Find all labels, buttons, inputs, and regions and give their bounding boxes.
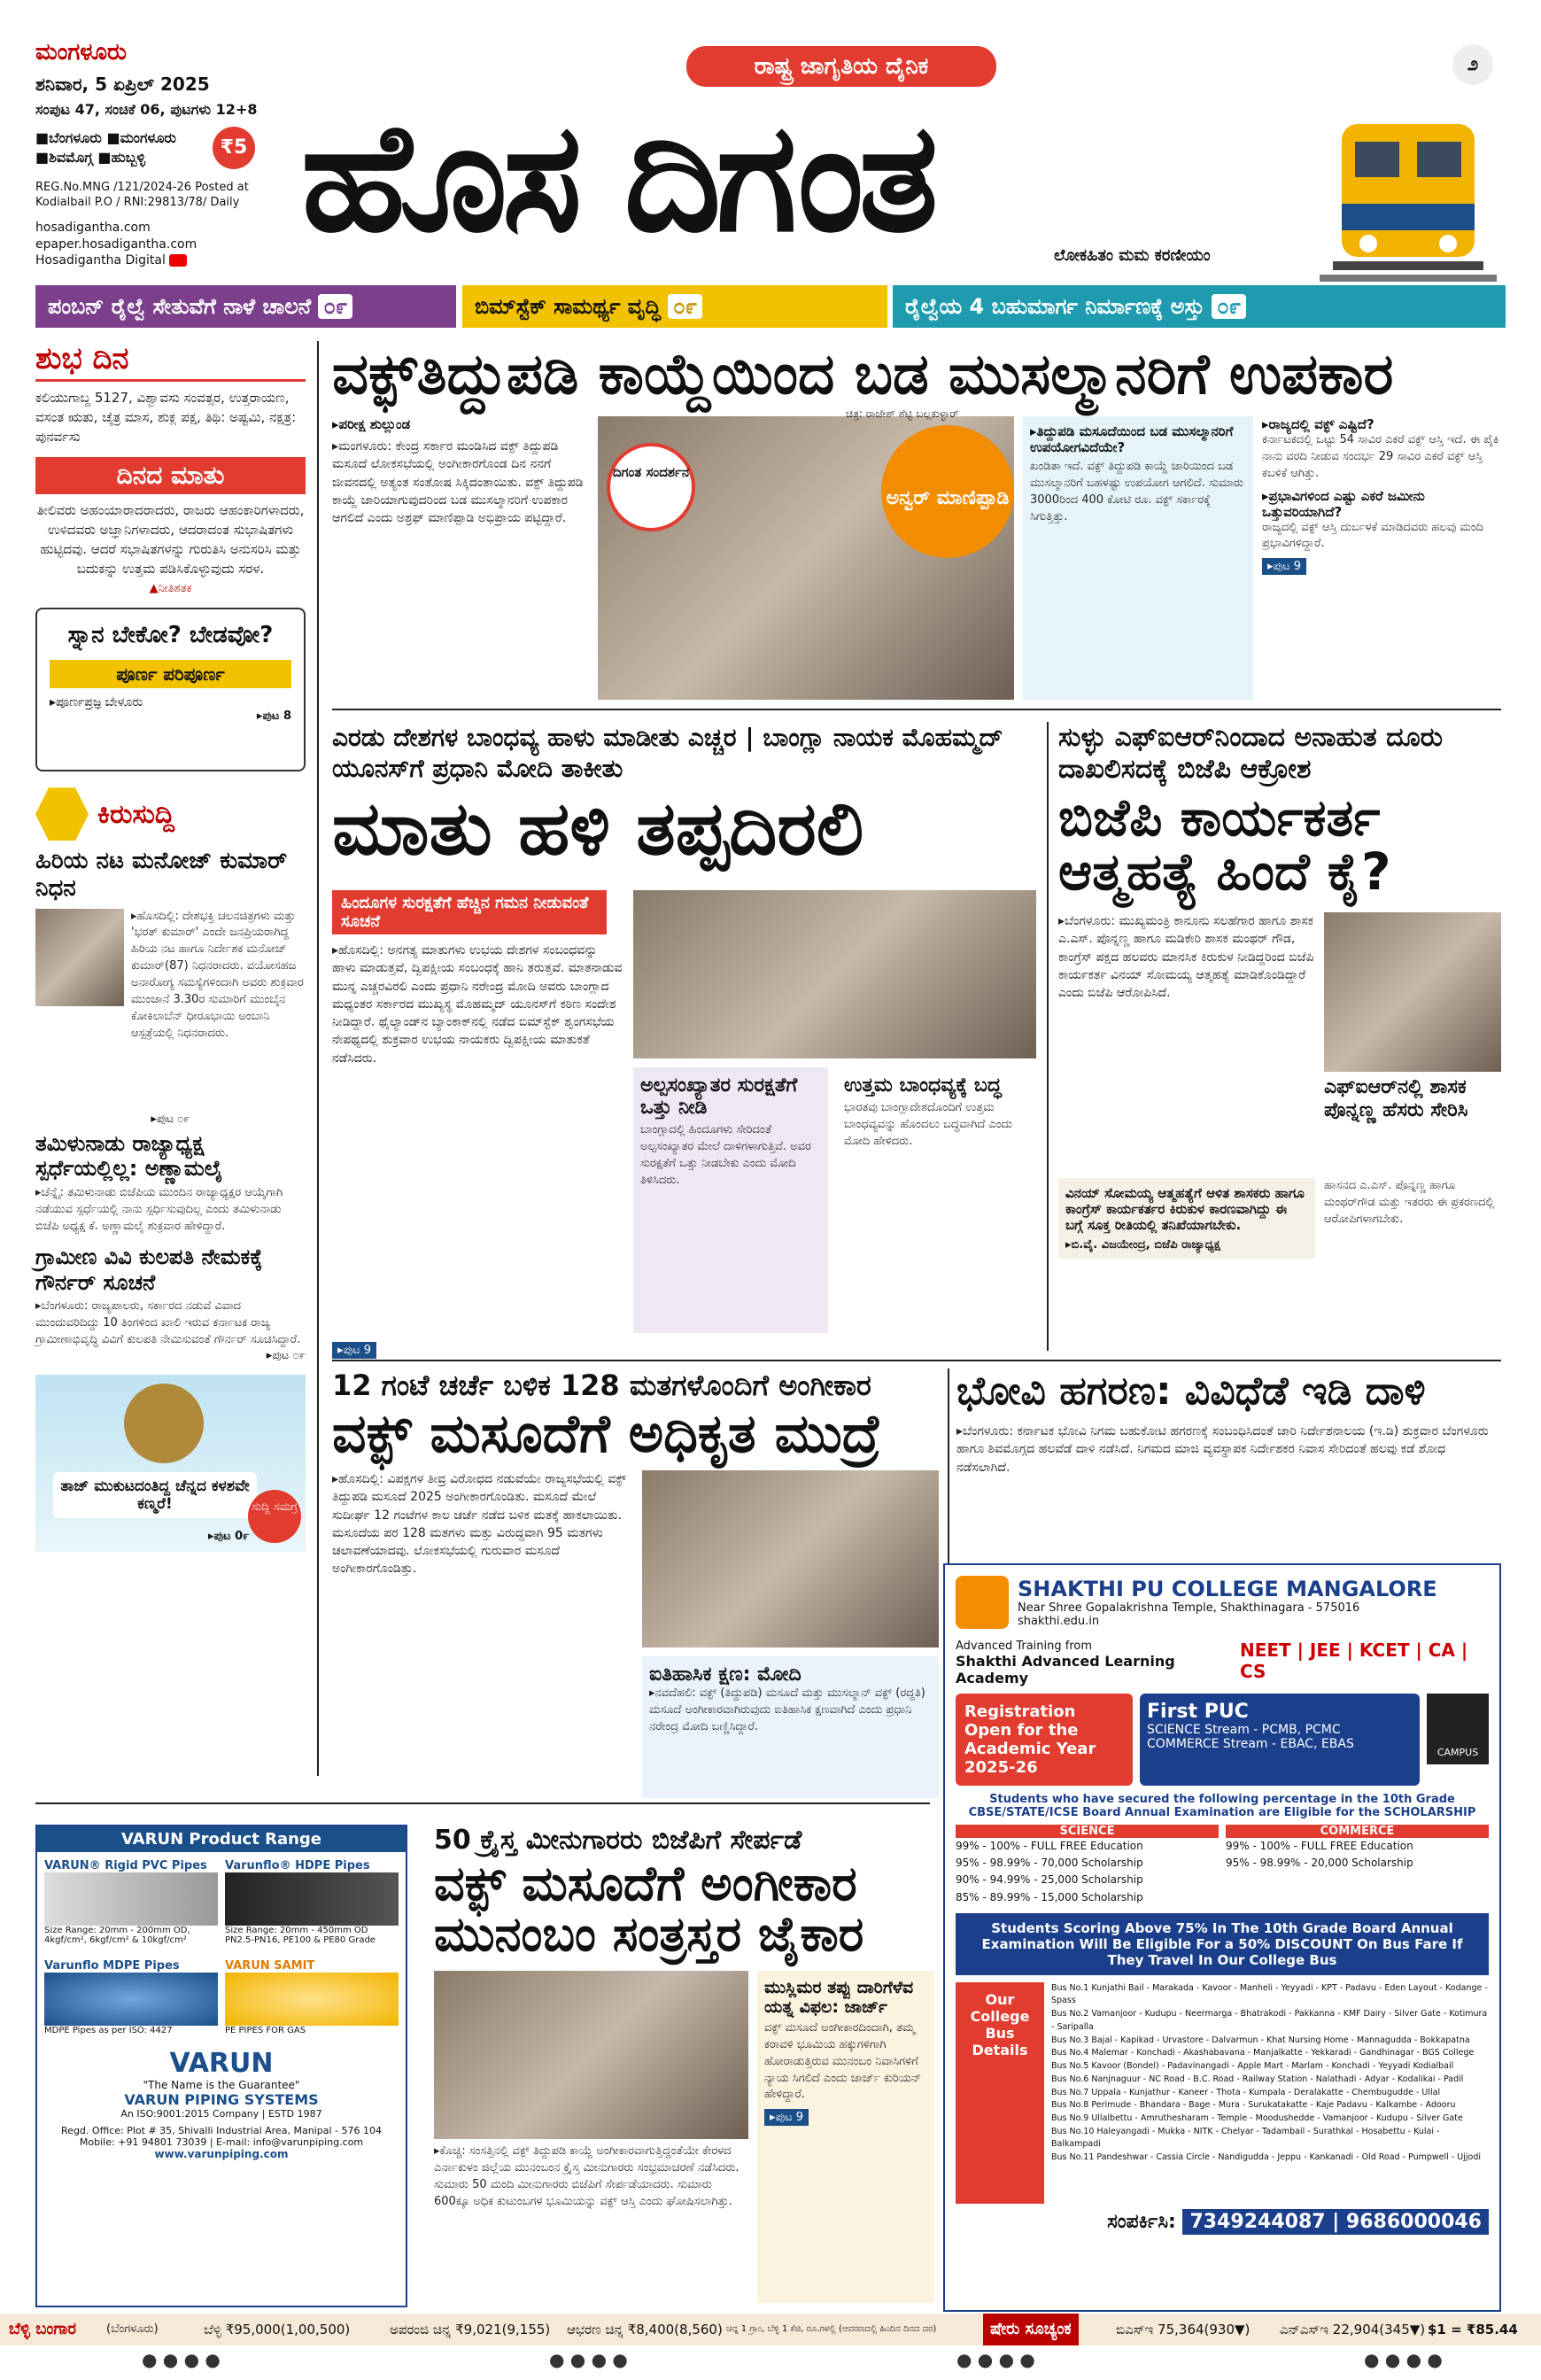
news1-more[interactable]: ▸ಪುಟ ೦೯ bbox=[151, 1112, 190, 1126]
news2-title[interactable]: ತಮಿಳುನಾಡು ರಾಜ್ಯಾಧ್ಯಕ್ಷ ಸ್ಪರ್ಧೆಯಲ್ಲಿಲ್ಲ: ಅಣ್ಣಾಮಲೈ bbox=[35, 1130, 223, 1182]
ad-commerce: COMMERCE Stream - EBAC, EBAS bbox=[1147, 1737, 1354, 1751]
header-meta bbox=[35, 35, 319, 292]
bd-side2-title: ಉತ್ತಮ ಬಾಂಧವ್ಯಕ್ಕೆ ಬದ್ಧ bbox=[844, 1074, 1002, 1097]
modi-yunus-photo bbox=[633, 890, 1036, 1058]
waqf2-body: ▸ಹೊಸದಿಲ್ಲಿ: ವಿಪಕ್ಷಗಳ ತೀವ್ರ ವಿರೋಧದ ನಡುವೆಯೇ ರಾಜ್ಯಸಭೆಯಲ್ಲಿ ವಕ್ಫ್ ತಿದ್ದುಪಡಿ ಮಸೂದೆ 2025 ಅಂಗೀಕಾರಗೊಂಡಿತು. ಮಸೂದೆ ಮೇಲೆ ಸುದೀರ್ಘ 12 ಗಂಟೆಗಳ ಕಾಲ ಚರ್ಚೆ ನಡೆದ ಬಳಿಕ ಮತಕ್ಕೆ ಹಾಕಲಾಯಿತು. ಮಸೂದೆಯ ಪರ 128 ಮತಗಳು ಮತ್ತು ವಿರುದ್ಧವಾಗಿ 95 ಮತಗಳು ಚಲಾವಣೆಯಾದವು. ಲೋಕಸಭೆಯಲ್ಲಿ ಗುರುವಾರ ಮಸೂದೆ ಅಂಗೀಕಾರಗೊಂಡಿತ್ತು. bbox=[332, 1472, 627, 1577]
epaper-link[interactable]: epaper.hosadigantha.com bbox=[35, 236, 197, 252]
lead-more[interactable]: ▸ಪುಟ 9 bbox=[1262, 558, 1306, 575]
masthead-title: ಹೊಸ ದಿಗಂತ bbox=[301, 89, 933, 266]
news3-more[interactable]: ▸ಪುಟ ೦೯ bbox=[266, 1348, 306, 1362]
bjp-caption-body: ಹಾಸನದ ಎ.ಎಸ್. ಪೊನ್ನಣ್ಣ ಹಾಗೂ ಮಂಥರ್‌ಗೌಡ ಮತ್ತು ಇತರರು ಈ ಪ್ರಕರಣದಲ್ಲಿ ಆರೋಪಿಗಳಾಗಬೇಕು. bbox=[1324, 1179, 1495, 1226]
lead-body: ▸ಮಂಗಳೂರು: ಕೇಂದ್ರ ಸರ್ಕಾರ ಮಂಡಿಸಿದ ವಕ್ಫ್ ತಿದ್ದುಪಡಿ ಮಸೂದೆ ಲೋಕಸಭೆಯಲ್ಲಿ ಅಂಗೀಕಾರಗೊಂಡ ದಿನ ನನಗೆ ಜೀವನದಲ್ಲಿ ಅತ್ಯಂತ ಸಂತೋಷ ಸಿಕ್ಕಿದಂತಾಯಿತು. ವಕ್ಫ್ ತಿದ್ದುಪಡಿ ಕಾಯ್ದೆ ಜಾರಿಯಾಗುವುದರಿಂದ ಬಡ ಮುಸಲ್ಮಾನರಿಗೆ ಉಪಕಾರ ಆಗಲಿದೆ ಎಂದು ಅಶ್ರಫ್ ಮಾಣಿಪ್ಪಾಡಿ ಅಭಿಪ್ರಾಯ ಪಟ್ಟಿದ್ದಾರೆ. bbox=[332, 439, 584, 526]
ad-com-label: COMMERCE bbox=[1226, 1825, 1489, 1838]
lead-photo-credit: ಚಿತ್ರ: ರಾಜೇಶ್ ಶೆಟ್ಟಿ ಬಲ್ಲಕುಳ್ಳಾರ್ bbox=[846, 407, 959, 420]
ad-puc: First PUC bbox=[1147, 1701, 1249, 1723]
bjp-headline[interactable]: ಬಿಜೆಪಿ ಕಾರ್ಯಕರ್ತ ಆತ್ಮಹತ್ಯೆ ಹಿಂದೆ ಕೈ? bbox=[1058, 787, 1391, 902]
bjp-quote-by: ▸ಬಿ.ವೈ. ವಿಜಯೇಂದ್ರ, ಬಿಜೆಪಿ ರಾಜ್ಯಾಧ್ಯಕ್ಷ bbox=[1065, 1238, 1220, 1252]
interview-badge: ದಿಗಂತ ಸಂದರ್ಶನ bbox=[607, 443, 695, 531]
ad-bus-row: Bus No.10 Haleyangadi - Mukka - NITK - Chelyar - Tadambail - Surathkal - Hosabettu - Kulai - Balkampadi bbox=[1051, 2126, 1440, 2150]
quiz-more[interactable]: ▸ಪುಟ 8 bbox=[256, 709, 291, 724]
ad-bus-row: Bus No.1 Kunjathi Bail - Marakada - Kavoor - Manheli - Yeyyadi - KPT - Padavu - Eden Layout - Kodange - Spass bbox=[1051, 1982, 1488, 2006]
taj-feature[interactable] bbox=[35, 1375, 306, 1552]
bjp-story bbox=[1058, 722, 1501, 902]
ad-bus-row: Bus No.4 Malemar - Konchadi - Akashabavana - Manjalkatte - Yekkaradi - Gandhinagar - BGS College bbox=[1051, 2048, 1475, 2058]
quiz-author: ▸ಪೂರ್ಣಪ್ರಜ್ಞ ಬೇಳೂರು bbox=[50, 695, 143, 710]
gas-pipe-icon bbox=[225, 1973, 399, 2026]
market-footer bbox=[0, 2314, 1541, 2345]
vinay-photo bbox=[1324, 912, 1501, 1072]
varun-iso: An ISO:9001:2015 Company | ESTD 1987 bbox=[120, 2108, 322, 2120]
lead-q2: ▸ರಾಜ್ಯದಲ್ಲಿ ವಕ್ಫ್ ಎಷ್ಟಿದೆ? bbox=[1262, 416, 1375, 432]
column-divider bbox=[317, 341, 319, 1776]
dinada-matu-text: ತೀಲಿವರು ಅಹಂಯಾರಾದರಾದರು, ರಾಜರು ಆಹಂಕಾರಿಗಳಾದರು, ಉಳಿದವರು ಅಜ್ಞಾನಿಗಳಾದರು, ಆದರಾದಂತ ಸುಭಾಷಿತಗಳು ಹುಟ್ಟಿದವು. ಆದರೆ ಸಭಾಷಿತಗಳನ್ನು ಗುರುತಿಸಿ ಅನುಸರಿಸಿ ಮತ್ತು ಬದುಕನ್ನು ಉತ್ತಮ ಪಡಿಸಿಕೊಳ್ಳುವುದು ಸರಳ. bbox=[36, 502, 305, 577]
ad-science: SCIENCE Stream - PCMB, PCMC bbox=[1147, 1723, 1341, 1737]
ad-sci-row: 85% - 89.99% - 15,000 Scholarship bbox=[956, 1890, 1143, 1903]
strip-pamban[interactable] bbox=[35, 285, 456, 328]
gold-label: ಬೆಳ್ಳಿ ಬಂಗಾರ bbox=[9, 2320, 76, 2338]
ad-sci-row: 99% - 100% - FULL FREE Education bbox=[956, 1840, 1143, 1852]
bjp-photo-caption: ಎಫ್‌ಐಆರ್‌ನಲ್ಲಿ ಶಾಸಕ ಪೊನ್ನಣ್ಣ ಹೆಸರು ಸೇರಿಸಿ bbox=[1324, 1076, 1468, 1122]
bhovi-body: ▸ಬೆಂಗಳೂರು: ಕರ್ನಾಟಕ ಭೋವಿ ನಿಗಮ ಬಹುಕೋಟಿ ಹಗರಣಕ್ಕೆ ಸಂಬಂಧಿಸಿದಂತೆ ಜಾರಿ ನಿರ್ದೇಶನಾಲಯ (ಇ.ಡಿ) ಶುಕ್ರವಾರ ಬೆಂಗಳೂರು ಹಾಗೂ ಶಿವಮೊಗ್ಗದ ಹಲವೆಡೆ ದಾಳಿ ನಡೆಸಿದೆ. ನಿಗಮದ ಮಾಜಿ ವ್ಯವಸ್ಥಾಪಕ ನಿರ್ದೇಶಕರ ನಿವಾಸ ಸೇರಿದಂತೆ ಹಲವು ಕಡೆ ಶೋಧ ನಡೆಸಲಾಗಿದೆ. bbox=[956, 1424, 1489, 1475]
varun-p2: Varunflo® HDPE Pipes bbox=[225, 1859, 370, 1872]
sensex: ಬಿಎಸ್‌ಇ 75,364(930▼) bbox=[1116, 2322, 1251, 2337]
mdpe-pipe-icon bbox=[44, 1973, 218, 2026]
masthead-tagline: ಲೋಕಹಿತಂ ಮಮ ಕರಣೀಯಂ bbox=[1054, 246, 1211, 265]
hand-icon bbox=[35, 787, 89, 841]
youtube-link[interactable] bbox=[35, 252, 319, 269]
taj-title: ತಾಜ್ ಮುಕುಟದಂತಿದ್ದ ಚೆನ್ನದ ಕಳಶವೇ ಕಣ್ಮರೆ! bbox=[53, 1472, 257, 1518]
news1-body: ▸ಹೊಸದಿಲ್ಲಿ: ದೇಶಭಕ್ತಿ ಚಲನಚಿತ್ರಗಳು ಮತ್ತು 'ಭರತ್ ಕುಮಾರ್' ಎಂದೇ ಜನಪ್ರಿಯರಾಗಿದ್ದ ಹಿರಿಯ ನಟ ಹಾಗೂ ನಿರ್ದೇಶಕ ಮನೋಜ್ ಕುಮಾರ್(87) ನಿಧನರಾದರು. ವಯೋಸಹಜ ಅನಾರೋಗ್ಯ ಸಮಸ್ಯೆಗಳಿಂದಾಗಿ ಅವರು ಶುಕ್ರವಾರ ಮುಂಜಾನೆ 3.30ರ ಸುಮಾರಿಗೆ ಮುಂಬೈನ ಕೋಕಿಲಾಬೆನ್ ಧೀರೂಭಾಯಿ ಅಂಬಾನಿ ಆಸ್ಪತ್ರೆಯಲ್ಲಿ ನಿಧನರಾದರು. bbox=[131, 909, 304, 1040]
varun-company: VARUN PIPING SYSTEMS bbox=[124, 2091, 319, 2108]
varun-brand-tag: "The Name is the Guarantee" bbox=[143, 2079, 300, 2091]
fish-more[interactable]: ▸ಪುಟ 9 bbox=[764, 2109, 809, 2126]
shubha-dina-text: ಕಲಿಯುಗಾಬ್ದ 5127, ವಿಶ್ವಾವಸು ಸಂವತ್ಸರ, ಉತ್ತರಾಯಣ, ವಸಂತ ಋತು, ಚೈತ್ರ ಮಾಸ, ಶುಕ್ಲ ಪಕ್ಷ, ತಿಥಿ: ಅಷ್ಟಮಿ, ನಕ್ಷತ್ರ: ಪುನರ್ವಸು bbox=[35, 390, 297, 445]
column-divider bbox=[1047, 722, 1049, 1351]
munambam-photo bbox=[434, 1971, 748, 2139]
fish-body: ▸ಕೊಚ್ಚಿ: ಸಂಸತ್ತಿನಲ್ಲಿ ವಕ್ಫ್ ತಿದ್ದುಪಡಿ ಕಾಯ್ದೆ ಅಂಗೀಕಾರವಾಗುತ್ತಿದ್ದಂತೆಯೇ ಕೇರಳದ ಎರ್ನಾಕುಳಂ ಜಿಲ್ಲೆಯ ಮುನಂಬಂನ ಕ್ರೈಸ್ತ ಮೀನುಗಾರರು ಸಂಭ್ರಮಾಚರಣೆ ನಡೆಸಿದರು. ಸುಮಾರು 50 ಮಂದಿ ಮೀನುಗಾರರು ಬಿಜೆಪಿಗೆ ಸೇರ್ಪಡೆಯಾದರು. ಸುಮಾರು 600ಕ್ಕೂ ಅಧಿಕ ಕುಟುಂಬಗಳ ಭೂಮಿಯನ್ನು ವಕ್ಫ್ ಆಸ್ತಿ ಎಂದು ಘೋಷಿಸಲಾಗಿತ್ತು. bbox=[434, 2144, 740, 2208]
fish-kicker: 50 ಕ್ರೈಸ್ತ ಮೀನುಗಾರರು ಬಿಜೆಪಿಗೆ ಸೇರ್ಪಡೆ bbox=[434, 1825, 802, 1856]
manoj-kumar-photo bbox=[35, 909, 124, 1006]
varun-s4: PE PIPES FOR GAS bbox=[225, 2026, 306, 2035]
lead-a3: ರಾಜ್ಯದಲ್ಲಿ ವಕ್ಫ್ ಆಸ್ತಿ ದುರ್ಬಳಕೆ ಮಾಡಿದವರು ಹಲವು ಮಂದಿ ಪ್ರಭಾವಿಗಳಿದ್ದಾರೆ. bbox=[1262, 520, 1483, 551]
bjp-quote-box bbox=[1058, 1178, 1315, 1259]
strip-page: ೦೯ bbox=[1212, 294, 1246, 319]
taj-more[interactable]: ▸ಪುಟ 0೯ bbox=[208, 1529, 250, 1543]
waqf2-headline[interactable]: ವಕ್ಫ್ ಮಸೂದೆಗೆ ಅಧಿಕೃತ ಮುದ್ರೆ bbox=[332, 1403, 881, 1465]
nifty: ಎನ್‌ಎಸ್‌ಇ 22,904(345▼) bbox=[1280, 2322, 1426, 2337]
youtube-icon bbox=[169, 254, 187, 267]
page-number: ೨ bbox=[1452, 44, 1493, 85]
bd-body-col bbox=[332, 890, 624, 1357]
bd-side2-body: ಭಾರತವು ಬಾಂಗ್ಲಾದೇಶದೊಂದಿಗೆ ಉತ್ತಮ ಬಾಂಧವ್ಯವನ್ನು ಹೊಂದಲು ಬದ್ಧವಾಗಿದೆ ಎಂದು ಮೋದಿ ಹೇಳಿದರು. bbox=[844, 1101, 1013, 1148]
bd-kicker: ಎರಡು ದೇಶಗಳ ಬಾಂಧವ್ಯ ಹಾಳು ಮಾಡೀತು ಎಚ್ಚರ | ಬಾಂಗ್ಲಾ ನಾಯಕ ಮೊಹಮ್ಮದ್ ಯೂನಸ್‌ಗೆ ಪ್ರಧಾನಿ ಮೋದಿ ತಾಕೀತು bbox=[332, 723, 1003, 783]
ad-bus-row: Bus No.6 Nanjnaguur - NC Road - B.C. Road - Railway Station - Nalathadi - Adyar - Kodalikai - Padil bbox=[1051, 2074, 1464, 2084]
shakthi-college-ad[interactable] bbox=[943, 1563, 1501, 2312]
waqf2-side bbox=[642, 1656, 939, 1798]
lead-qa-box-2 bbox=[1262, 416, 1501, 700]
bhovi-headline[interactable]: ಭೋವಿ ಹಗರಣ: ವಿವಿಧೆಡೆ ಇಡಿ ದಾಳಿ bbox=[956, 1368, 1426, 1414]
gold24-rate: ಅಪರಂಜಿ ಚಿನ್ನ ₹9,021(9,155) bbox=[390, 2322, 551, 2337]
rate-note: ಚಿನ್ನ 1 ಗ್ರಾಂ, ಬೆಳ್ಳಿ 1 ಕೆಜಿ, ರೂ.ಗಳಲ್ಲಿ (ಆವರಣದಲ್ಲಿ ಹಿಂದಿನ ದಿನದ ದರ) bbox=[726, 2324, 937, 2334]
gold-sub: (ಬೆಂಗಳೂರು) bbox=[106, 2322, 159, 2336]
ad-contact[interactable]: 7349244087 | 9686000046 bbox=[1182, 2209, 1489, 2235]
ad-exams: NEET | JEE | KCET | CA | CS bbox=[1239, 1640, 1468, 1682]
bjp-body: ▸ಬೆಂಗಳೂರು: ಮುಖ್ಯಮಂತ್ರಿ ಕಾನೂನು ಸಲಹೆಗಾರ ಹಾಗೂ ಶಾಸಕ ಎ.ಎಸ್. ಪೊನ್ನಣ್ಣ ಹಾಗೂ ಮಡಿಕೇರಿ ಶಾಸಕ ಮಂಥರ್ ಗೌಡ, ಕಾಂಗ್ರೆಸ್ ಪಕ್ಷದ ಹಲವರು ಮಾನಸಿಕ ಕಿರುಕುಳ ನೀಡಿದ್ದರಿಂದ ಬಿಜೆಪಿ ಕಾರ್ಯಕರ್ತ ವಿನಯ್ ಸೋಮಯ್ಯ ಆತ್ಮಹತ್ಯೆ ಮಾಡಿಕೊಂಡಿದ್ದಾರೆ ಎಂದು ಬಿಜೆಪಿ ಆರೋಪಿಸಿದೆ. bbox=[1058, 914, 1314, 1001]
varun-s2: Size Range: 20mm - 450mm OD PN2.5-PN16, PE100 & PE80 Grade bbox=[225, 1926, 376, 1945]
parliament-photo bbox=[642, 1470, 939, 1647]
shakthi-logo-icon bbox=[956, 1576, 1009, 1629]
ad-registration: Registration Open for the Academic Year 2025-26 bbox=[956, 1694, 1133, 1786]
bhovi-story bbox=[956, 1368, 1501, 1538]
lead-q1: ▸ತಿದ್ದುಪಡಿ ಮಸೂದೆಯಿಂದ ಬಡ ಮುಸಲ್ಮಾನರಿಗೆ ಉಪಯೋಗವಿದೆಯೇ? bbox=[1030, 423, 1234, 455]
fish-side-title: ಮುಸ್ಲಿಮರ ತಪ್ಪು ದಾರಿಗೆಳೆವ ಯತ್ನ ವಿಫಲ: ಜಾರ್ಜ್ bbox=[764, 1978, 914, 2017]
quiz-title: ಸ್ನಾನ ಬೇಕೋ? ಬೇಡವೋ? bbox=[67, 622, 274, 649]
ad-bus-label: Our College Bus Details bbox=[956, 1982, 1044, 2204]
ad-college-address: Near Shree Gopalakrishna Temple, Shakthinagara - 575016 bbox=[1018, 1601, 1360, 1615]
lead-a1: ಖಂಡಿತಾ ಇದೆ. ವಕ್ಫ್ ತಿದ್ದುಪಡಿ ಕಾಯ್ದೆ ಜಾರಿಯಿಂದ ಬಡ ಮುಸಲ್ಮಾನರಿಗೆ ಬಹಳಷ್ಟು ಉಪಯೋಗ ಆಗಲಿದೆ. ಸುಮಾರು 3000ರಿಂದ 400 ಕೋಟಿ ರೂ. ವಕ್ಫ್ ಸರ್ಕಾರಕ್ಕೆ ಸಿಗುತ್ತಿತ್ತು. bbox=[1030, 460, 1243, 523]
fish-headline[interactable]: ವಕ್ಫ್ ಮಸೂದೆಗೆ ಅಂಗೀಕಾರ ಮುನಂಬಂ ಸಂತ್ರಸ್ತರ ಜೈಕಾರ bbox=[434, 1856, 864, 1962]
varun-s1: Size Range: 20mm - 200mm OD, 4kgf/cm², 6kgf/cm² & 10kgf/cm² bbox=[44, 1926, 190, 1945]
registration-marks: ● ● ● ● bbox=[1364, 2349, 1443, 2370]
waqf2-kicker: 12 ಗಂಟೆ ಚರ್ಚೆ ಬಳಿಕ 128 ಮತಗಳೊಂದಿಗೆ ಅಂಗೀಕಾರ bbox=[332, 1368, 871, 1402]
lead-a2: ಕರ್ನಾಟಕದಲ್ಲಿ ಒಟ್ಟು 54 ಸಾವಿರ ಎಕರೆ ವಕ್ಫ್ ಆಸ್ತಿ ಇದೆ. ಈ ಪೈಕಿ ನಾನು ವರದಿ ನೀಡುವ ಸಂದರ್ಭ 29 ಸಾವಿರ ಎಕರೆ ವಕ್ಫ್ ಆಸ್ತಿ ಕಬಳಿಕೆ ಆಗಿತ್ತು. bbox=[1262, 433, 1499, 480]
news3-title[interactable]: ಗ್ರಾಮೀಣ ವಿವಿ ಕುಲಪತಿ ನೇಮಕಕ್ಕೆ ಗೌರ್ನರ್ ಸೂಚನೆ bbox=[35, 1244, 263, 1295]
ad-bus-row: Bus No.5 Kavoor (Bondel) - Padavinangadi - Apple Mart - Marlam - Konchadi - Yeyyadi Kodialbail bbox=[1051, 2061, 1454, 2072]
varun-address: Regd. Office: Plot # 35, Shivalli Industrial Area, Manipal - 576 104 bbox=[61, 2125, 382, 2136]
ad-training: Advanced Training from bbox=[956, 1640, 1093, 1653]
strip-railway[interactable] bbox=[893, 285, 1506, 328]
registration-marks: ● ● ● ● bbox=[956, 2349, 1035, 2370]
waqf2-side-body: ▸ನವದೆಹಲಿ: ವಕ್ಫ್ (ತಿದ್ದುಪಡಿ) ಮಸೂದೆ ಮತ್ತು ಮುಸಲ್ಮಾನ್ ವಕ್ಫ್ (ರದ್ದತಿ) ಮಸೂದೆ ಅಂಗೀಕಾರವಾಗಿರುವುದು ಐತಿಹಾಸಿಕ ಕ್ಷಣವಾಗಿದೆ ಎಂದು ಪ್ರಧಾನಿ ನರೇಂದ್ರ ಮೋದಿ ಬಣ್ಣಿಸಿದ್ದಾರೆ. bbox=[649, 1686, 925, 1733]
ad-sci-row: 90% - 94.99% - 25,000 Scholarship bbox=[956, 1873, 1143, 1887]
website-link[interactable]: hosadigantha.com bbox=[35, 220, 151, 235]
strip-page: ೦೯ bbox=[668, 294, 702, 319]
lead-story bbox=[332, 342, 1501, 407]
issue-date: ಶನಿವಾರ, 5 ಏಪ್ರಿಲ್ 2025 bbox=[35, 74, 210, 95]
train-icon bbox=[1320, 106, 1497, 292]
ad-discount: Students Scoring Above 75% In The 10th Grade Board Annual Examination Will Be Eligible For a 50% DISCOUNT On Bus Fare If They Travel In Our College Bus bbox=[956, 1913, 1489, 1975]
column-quiz-box[interactable] bbox=[35, 608, 306, 771]
registration-info: REG.No.MNG /121/2024-26 Posted at Kodialbail P.O / RNI:29813/78/ Daily bbox=[35, 180, 249, 210]
left-column bbox=[35, 341, 306, 1776]
varun-s3: MDPE Pipes as per ISO: 4427 bbox=[44, 2026, 173, 2035]
top-banner: ರಾಷ್ಟ್ರ ಜಾಗೃತಿಯ ದೈನಿಕ bbox=[686, 46, 996, 87]
ad-scholar-head: Students who have secured the following percentage in the 10th Grade CBSE/STATE/ICSE Board Annual Examination are Eligible for the SCHOLARSHIP bbox=[968, 1793, 1476, 1819]
dinada-matu-title: ದಿನದ ಮಾತು bbox=[35, 457, 306, 494]
registration-marks: ● ● ● ● bbox=[142, 2349, 221, 2370]
bd-more[interactable]: ▸ಪುಟ 9 bbox=[332, 1342, 376, 1359]
ad-bus-row: Bus No.7 Uppala - Kunjathur - Kaneer - Thota - Kumpala - Deralakatte - Chembugudde - Ullal bbox=[1051, 2087, 1441, 2097]
quiz-subtitle: ಪೂರ್ಣ ಪರಿಪೂರ್ಣ bbox=[50, 660, 291, 688]
bjp-quote: ವಿನಯ್ ಸೋಮಯ್ಯ ಆತ್ಮಹತ್ಯೆಗೆ ಆಳಿತ ಶಾಸಕರು ಹಾಗೂ ಕಾಂಗ್ರೆಸ್ ಕಾರ್ಯಕರ್ತರ ಕಿರುಕುಳ ಕಾರಣವಾಗಿದ್ದು ಈ ಬಗ್ಗೆ ಸೂಕ್ತ ರೀತಿಯಲ್ಲಿ ತನಿಖೆಯಾಗಬೇಕು. bbox=[1065, 1185, 1305, 1233]
news3-body: ▸ಬೆಂಗಳೂರು: ರಾಜ್ಯಪಾಲರು, ಸರ್ಕಾರದ ನಡುವೆ ವಿವಾದ ಮುಂದುವರಿದಿದ್ದು 10 ತಿಂಗಳಿಂದ ಖಾಲಿ ಇರುವ ಕರ್ನಾಟಕ ರಾಜ್ಯ ಗ್ರಾಮೀಣಾಭಿವೃದ್ಧಿ ವಿವಿಗೆ ಕುಲಪತಿ ನೇಮಿಸುವಂತೆ ಗೌರ್ನರ್ ಸೂಚಿಸಿದ್ದಾರೆ. bbox=[35, 1299, 301, 1347]
strip-text: ಬಿಮ್‌ಸ್ಟೆಕ್ ಸಾಮರ್ಥ್ಯ ವೃದ್ಧಿ bbox=[475, 294, 661, 319]
lead-headline[interactable]: ವಕ್ಫ್‌ತಿದ್ದುಪಡಿ ಕಾಯ್ದೆಯಿಂದ ಬಡ ಮುಸಲ್ಮಾನರಿಗೆ ಉಪಕಾರ bbox=[332, 342, 1394, 407]
ad-com-row: 95% - 98.99% - 20,000 Scholarship bbox=[1226, 1857, 1413, 1870]
hdpe-pipe-icon bbox=[225, 1872, 399, 1926]
usd-rate: $1 = ₹85.44 bbox=[1428, 2322, 1518, 2337]
dinada-matu-source: ▲ನೀತಿಶತಕ bbox=[149, 582, 192, 596]
edition-name: ಮಂಗಳೂರು bbox=[35, 35, 319, 70]
bd-headline[interactable]: ಮಾತು ಹಳಿ ತಪ್ಪದಿರಲಿ bbox=[332, 785, 864, 872]
strip-text: ಪಂಬನ್ ರೈಲ್ವೆ ಸೇತುವೆಗೆ ನಾಳೆ ಚಾಲನೆ bbox=[48, 294, 312, 319]
fishermen-story bbox=[434, 1825, 934, 1962]
section-divider bbox=[35, 1802, 930, 1804]
pvc-pipe-icon bbox=[44, 1872, 218, 1926]
lead-byline: ▸ಪರೀಕ್ಷ ಶುಲ್ಲುಂಡ bbox=[332, 416, 411, 432]
varun-p3: Varunflo MDPE Pipes bbox=[44, 1959, 180, 1973]
bd-tag: ಹಿಂದೂಗಳ ಸುರಕ್ಷತೆಗೆ ಹೆಚ್ಚಿನ ಗಮನ ನೀಡುವಂತೆ ಸೂಚನೆ bbox=[332, 890, 607, 934]
suddi-samagra-badge: ಸುದ್ದಿ ಸಮಗ್ರ bbox=[248, 1490, 301, 1543]
interviewee-name: ಅನ್ವರ್ ಮಾಣಿಪ್ಪಾಡಿ bbox=[881, 425, 1014, 558]
kiru-suddi-title: ಕಿರುಸುದ್ದಿ bbox=[97, 798, 175, 830]
news2-body: ▸ಚೆನ್ನೈ: ತಮಿಳುನಾಡು ಬಿಜೆಪಿಯ ಮುಂದಿನ ರಾಜ್ಯಾಧ್ಯಕ್ಷರ ಆಯ್ಕೆಗಾಗಿ ನಡೆಯುವ ಸ್ಪರ್ಧೆಯಲ್ಲಿ ನಾನು ಸ್ಪರ್ಧಿಸುವುದಿಲ್ಲ ಎಂದು ತಮಿಳುನಾಡು ಬಿಜೆಪಿ ಅಧ್ಯಕ್ಷ ಕೆ. ಅಣ್ಣಾಮಲೈ ಶುಕ್ರವಾರ ಹೇಳಿದ್ದಾರೆ. bbox=[35, 1186, 283, 1233]
section-divider bbox=[332, 1360, 1501, 1361]
section-divider bbox=[332, 709, 1501, 710]
ad-com-row: 99% - 100% - FULL FREE Education bbox=[1226, 1840, 1413, 1852]
lead-body-area bbox=[332, 407, 1501, 700]
waqf-story-2 bbox=[332, 1368, 939, 1465]
bd-side-2 bbox=[837, 1067, 1036, 1333]
fish-side-body: ವಕ್ಫ್ ಮಸೂದೆ ಅಂಗೀಕಾರದಿಂದಾಗಿ, ತಮ್ಮ ಕರಾವಳಿ ಭೂಮಿಯ ಹಕ್ಕುಗಳಿಗಾಗಿ ಹೋರಾಡುತ್ತಿರುವ ಮುನಂಬಂ ನಿವಾಸಿಗಳಿಗೆ ನ್ಯಾಯ ಸಿಗಲಿದೆ ಎಂದು ಜಾರ್ಜ್ ಕುರಿಯನ್ ಹೇಳಿದ್ದಾರೆ. bbox=[764, 2021, 922, 2102]
ad-sci-row: 95% - 98.99% - 70,000 Scholarship bbox=[956, 1857, 1143, 1870]
varun-web[interactable]: www.varunpiping.com bbox=[154, 2148, 289, 2160]
waqf2-side-title: ಐತಿಹಾಸಿಕ ಕ್ಷಣ: ಮೋದಿ bbox=[649, 1663, 801, 1686]
ad-sci-label: SCIENCE bbox=[956, 1825, 1219, 1838]
strip-page: ೦೯ bbox=[318, 294, 352, 319]
qr-code-icon: CAMPUS bbox=[1427, 1694, 1489, 1764]
ad-college-site[interactable]: shakthi.edu.in bbox=[1018, 1615, 1100, 1628]
shubha-dina-title: ಶುಭ ದಿನ bbox=[35, 341, 306, 382]
bd-side-1 bbox=[633, 1067, 828, 1333]
bjp-kicker: ಸುಳ್ಳು ಎಫ್‌ಐಆರ್‌ನಿಂದಾದ ಅನಾಹುತ ದೂರು ದಾಖಲಿಸದಕ್ಕೆ ಬಿಜೆಪಿ ಆಕ್ರೋಶ bbox=[1058, 722, 1444, 785]
silver-rate: ಬೆಳ್ಳಿ ₹95,000(1,00,500) bbox=[204, 2322, 351, 2337]
volume-info: ಸಂಪುಟ 47, ಸಂಚಿಕೆ 06, ಪುಟಗಳು 12+8 bbox=[35, 101, 258, 118]
ad-bus-row: Bus No.2 Vamanjoor - Kudupu - Neermarga - Bhatrakodi - Pakkanna - KMF Dairy - Silver Gate - Kotimura - Saripalla bbox=[1051, 2009, 1488, 2032]
ad-bus-row: Bus No.3 Bajal - Kapikad - Urvastore - Dalvarmun - Khat Nursing Home - Mannagudda - Bokkapatna bbox=[1051, 2035, 1470, 2045]
bangladesh-story bbox=[332, 722, 1036, 872]
strip-bimstec[interactable] bbox=[462, 285, 887, 328]
gold22-rate: ಆಭರಣ ಚಿನ್ನ ₹8,400(8,560) bbox=[567, 2322, 723, 2337]
varun-p4: VARUN SAMIT bbox=[225, 1959, 315, 1973]
lead-qa-box-1 bbox=[1023, 416, 1253, 700]
strip-text: ರೈಲ್ವೆಯ 4 ಬಹುಮಾರ್ಗ ನಿರ್ಮಾಣಕ್ಕೆ ಅಸ್ತು bbox=[905, 294, 1204, 319]
ad-bus-row: Bus No.11 Pandeshwar - Cassia Circle - Nandigudda - Jeppu - Kankanadi - Old Road - Pumpwell - Ujjodi bbox=[1051, 2152, 1481, 2163]
price-badge: ₹5 bbox=[213, 127, 255, 169]
youtube-label: Hosadigantha Digital bbox=[35, 253, 166, 268]
news1-title[interactable]: ಹಿರಿಯ ನಟ ಮನೋಜ್ ಕುಮಾರ್ ನಿಧನ bbox=[35, 848, 288, 903]
kiru-suddi-header bbox=[35, 787, 306, 841]
fish-side bbox=[757, 1971, 934, 2303]
ad-bus-row: Bus No.9 Ullalbettu - Amruthesharam - Temple - Moodushedde - Vamanjoor - Kudupu - Silver Gate bbox=[1051, 2113, 1463, 2123]
lead-q3: ▸ಪ್ರಭಾವಿಗಳಿಂದ ಎಷ್ಟು ಎಕರೆ ಜಮೀನು ಒತ್ತುವರಿಯಾಗಿದೆ? bbox=[1262, 487, 1425, 520]
ad-contact-label: ಸಂಪರ್ಕಿಸಿ: bbox=[1107, 2210, 1176, 2233]
editions-list: ■ಬೆಂಗಳೂರು ■ಮಂಗಳೂರು ■ಶಿವಮೊಗ್ಗ ■ಹುಬ್ಬಳ್ಳಿ bbox=[35, 129, 176, 166]
varun-title: VARUN Product Range bbox=[37, 1826, 406, 1852]
ad-academy: Shakthi Advanced Learning Academy bbox=[956, 1653, 1175, 1686]
ad-college-title: SHAKTHI PU COLLEGE MANGALORE bbox=[1018, 1577, 1437, 1601]
varun-ad[interactable] bbox=[35, 1825, 407, 2307]
kalasha-photo bbox=[124, 1384, 204, 1463]
ad-bus-row: Bus No.8 Perimude - Bhandara - Bage - Mura - Surukatakatte - Kaje Padavu - Kalkambe - Adooru bbox=[1051, 2100, 1456, 2111]
bd-side1-title: ಅಲ್ಪಸಂಖ್ಯಾತರ ಸುರಕ್ಷತೆಗೆ ಒತ್ತು ನೀಡಿ bbox=[640, 1074, 798, 1119]
bd-side1-body: ಬಾಂಗ್ಲಾದಲ್ಲಿ ಹಿಂದೂಗಳು ಸೇರಿದಂತೆ ಅಲ್ಪಸಂಖ್ಯಾತರ ಮೇಲೆ ದಾಳಿಗಳಾಗುತ್ತಿವೆ. ಅವರ ಸುರಕ್ಷತೆಗೆ ಒತ್ತು ನೀಡಬೇಕು ಎಂದು ಮೋದಿ ತಿಳಿಸಿದರು. bbox=[640, 1123, 811, 1187]
registration-marks: ● ● ● ● bbox=[549, 2349, 628, 2370]
varun-phone: Mobile: +91 94801 73039 | E-mail: info@varunpiping.com bbox=[79, 2136, 364, 2148]
varun-p1: VARUN® Rigid PVC Pipes bbox=[44, 1859, 207, 1872]
market-label: ಷೇರು ಸೂಚ್ಯಂಕ bbox=[983, 2314, 1079, 2345]
bd-body: ▸ಹೊಸದಿಲ್ಲಿ: ಅನಗತ್ಯ ಮಾತುಗಳು ಉಭಯ ದೇಶಗಳ ಸಂಬಂಧವನ್ನು ಹಾಳು ಮಾಡುತ್ತವೆ, ದ್ವಿಪಕ್ಷೀಯ ಸಂಬಂಧಕ್ಕೆ ಹಾನಿ ತರುತ್ತವೆ. ಮಾತನಾಡುವ ಮುನ್ನ ಎಚ್ಚರವಿರಲಿ ಎಂದು ಪ್ರಧಾನಿ ನರೇಂದ್ರ ಮೋದಿ ಅವರು ಬಾಂಗ್ಲಾದ ಮಧ್ಯಂತರ ಸರ್ಕಾರದ ಮುಖ್ಯಸ್ಥ ಮೊಹಮ್ಮದ್ ಯೂನಸ್‌ಗೆ ಕಠಿಣ ಸಂದೇಶ ನೀಡಿದ್ದಾರೆ. ಥೈಲ್ಯಾಂಡ್‌ನ ಬ್ಯಾಂಕಾಕ್‌ನಲ್ಲಿ ನಡೆದ ಬಿಮ್‌ಸ್ಟೆಕ್ ಶೃಂಗಸಭೆಯ ನೇಪಥ್ಯದಲ್ಲಿ ಶುಕ್ರವಾರ ಉಭಯ ನಾಯಕರು ದ್ವಿಪಕ್ಷೀಯ ಮಾತುಕತೆ ನಡೆಸಿದರು. bbox=[332, 943, 623, 1066]
varun-brand: VARUN bbox=[169, 2048, 274, 2079]
